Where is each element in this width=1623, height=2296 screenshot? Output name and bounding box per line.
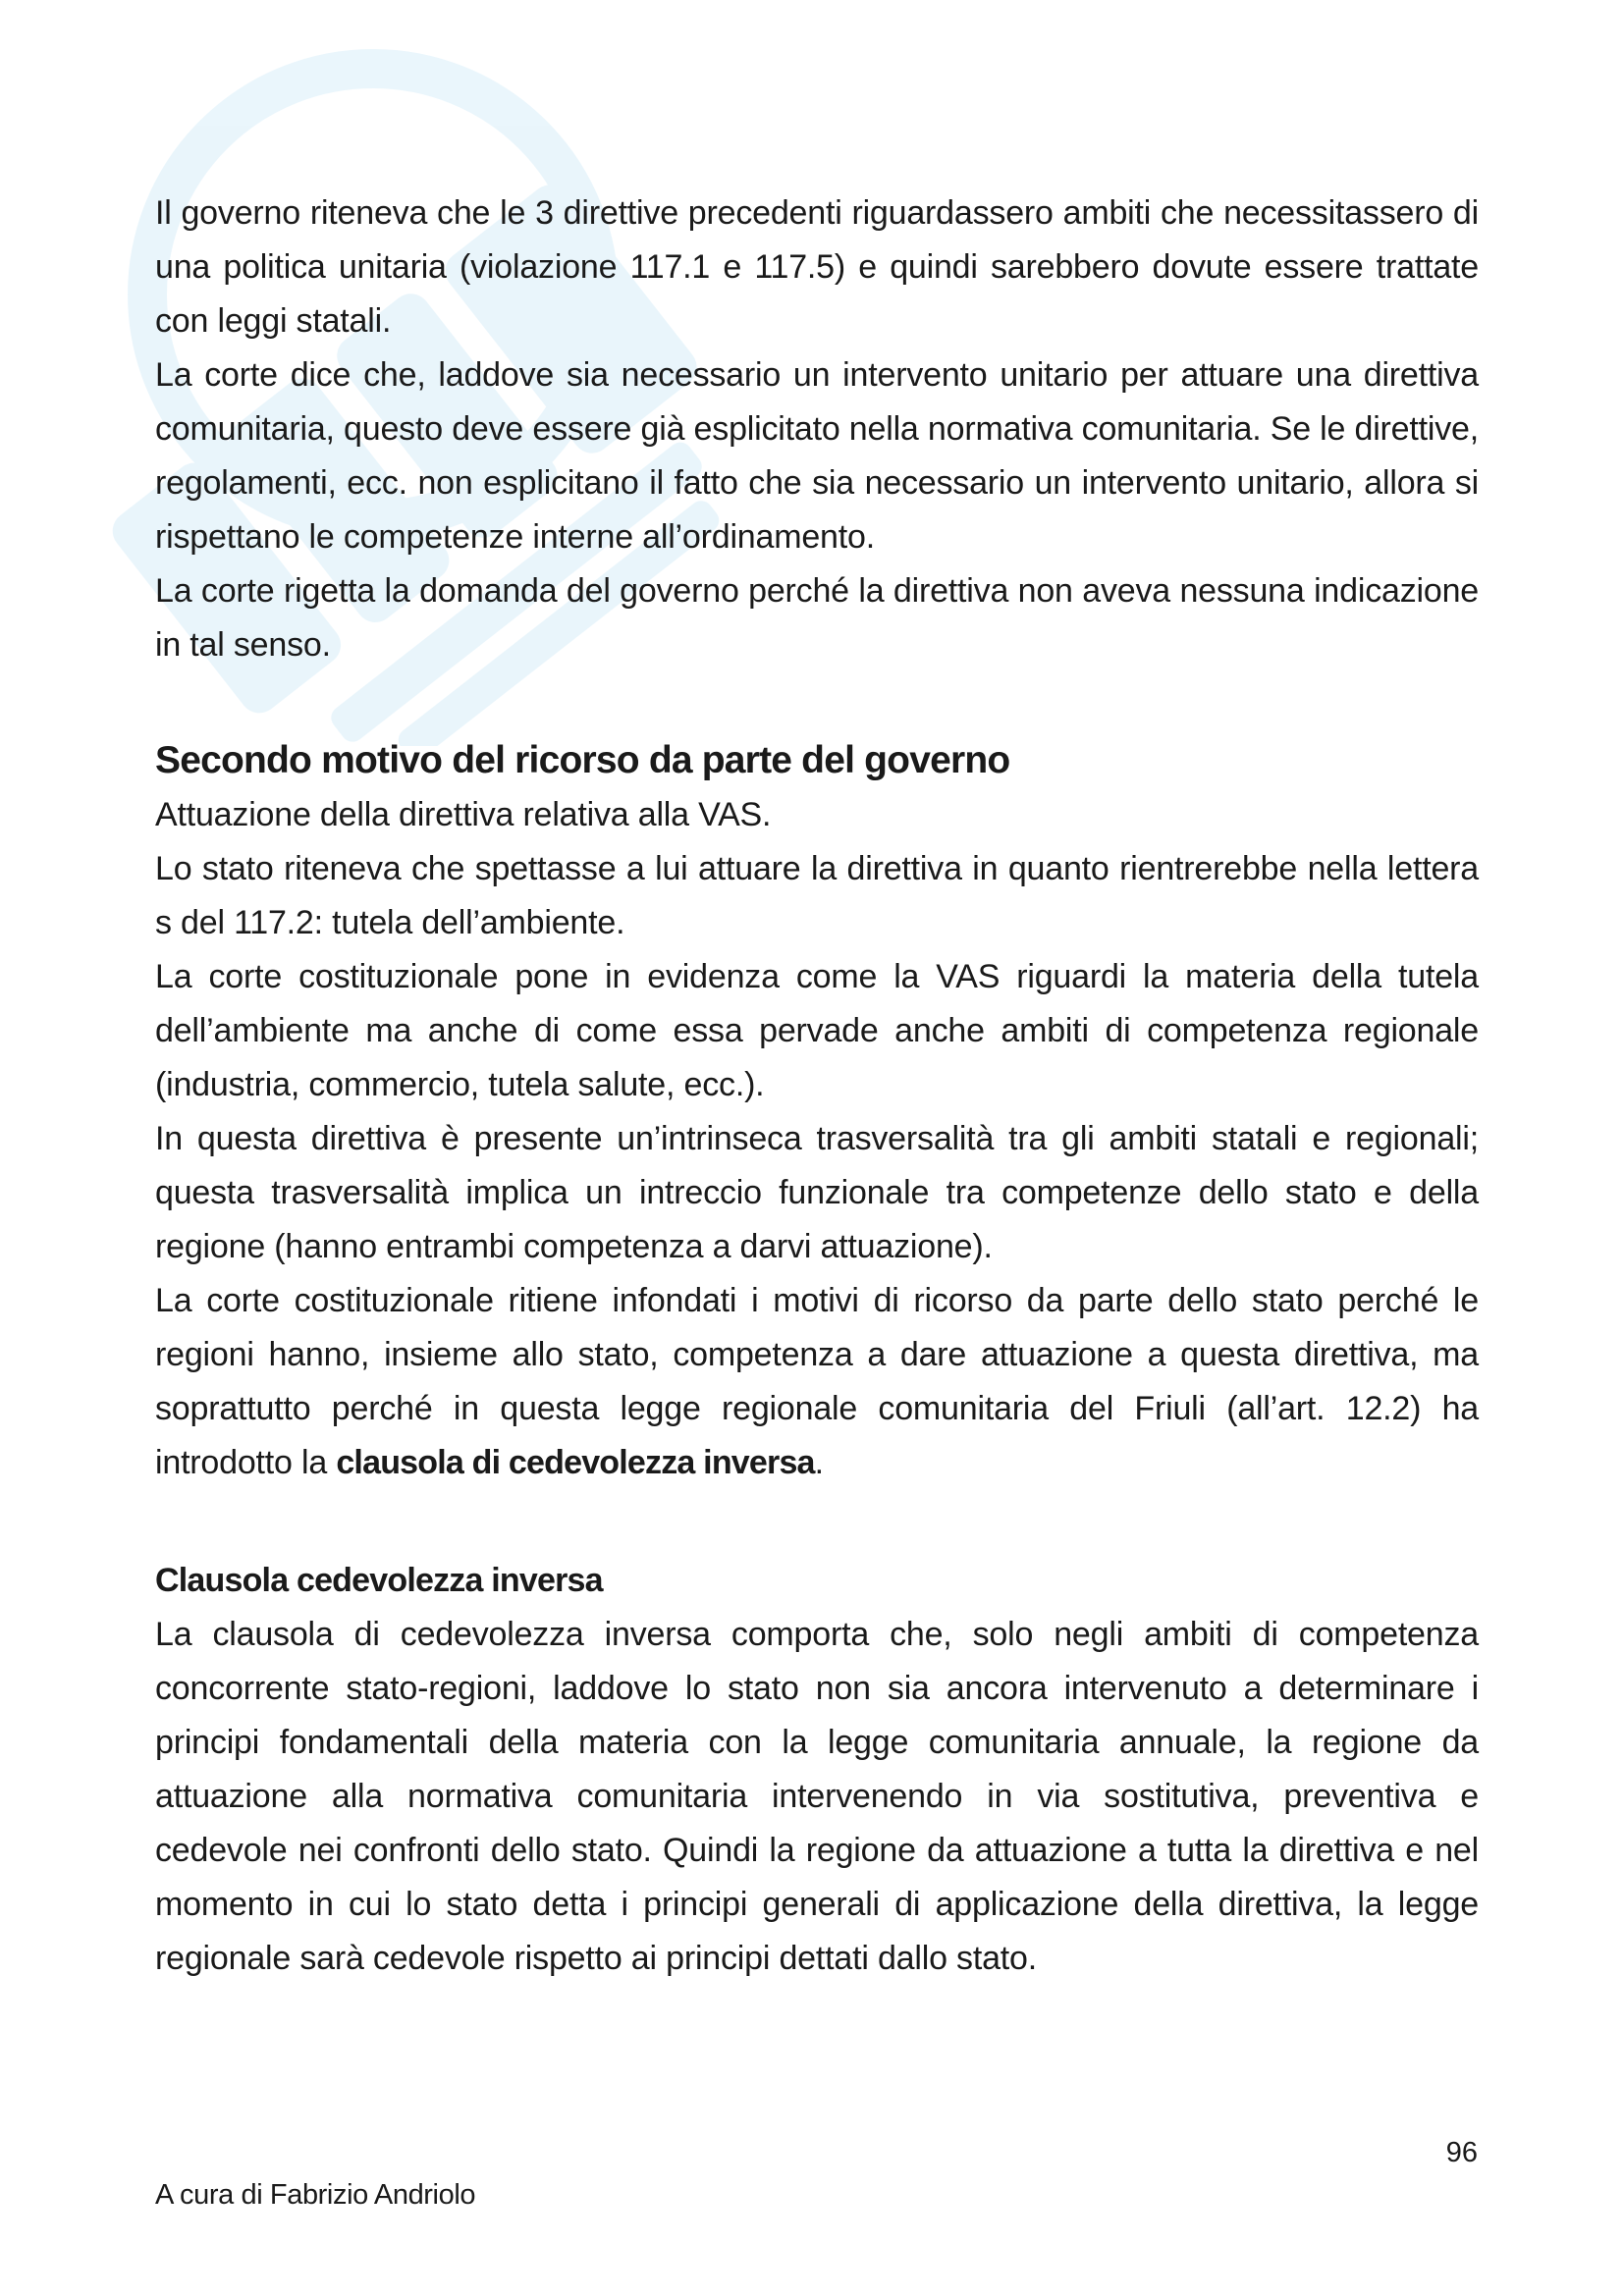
paragraph-corte-costituzionale-pone: La corte costituzionale pone in evidenza come la VAS riguardi la materia della tutela dell’ambiente ma anche di come essa pervade anche ambiti di competenza regionale (industria, commercio, tutela salute, ecc.). xyxy=(155,958,1479,1103)
paragraph-clausola: La clausola di cedevolezza inversa comporta che, solo negli ambiti di competenza concorrente stato-regioni, laddove lo stato non sia ancora intervenuto a determinare i principi fondamentali della materia con la legge comunitaria annuale, la regione da attuazione alla normativa comunitaria intervenendo in via sostitutiva, preventiva e cedevole nei confronti dello stato. Quindi la regione da attuazione a tutta la direttiva e nel momento in cui lo stato detta i principi generali di applicazione della direttiva, la legge regionale sarà cedevole rispetto ai principi dettati dallo stato. xyxy=(155,1616,1479,1977)
paragraph-corte-dice: La corte dice che, laddove sia necessario un intervento unitario per attuare una direttiva comunitaria, questo deve essere già esplicitato nella normativa comunitaria. Se le direttive, regolamenti, ecc. non esplicitano il fatto che sia necessario un intervento unitario, allora si rispettano le competenze interne all’ordinamento. xyxy=(155,356,1479,556)
paragraph-vas: Attuazione della direttiva relativa alla VAS. xyxy=(155,796,772,833)
section-heading-clausola: Clausola cedevolezza inversa xyxy=(155,1562,603,1599)
paragraph-infondati-text: La corte costituzionale ritiene infondati i motivi di ricorso da parte dello stato perché le regioni hanno, insieme allo stato, competenza a dare attuazione a questa direttiva, ma soprattutto perché in questa legge regionale comunitaria del Friuli (all’art. 12.2) ha introdotto la xyxy=(155,1282,1479,1481)
section-heading-secondo-motivo: Secondo motivo del ricorso da parte del governo xyxy=(155,739,1010,781)
paragraph-stato-riteneva: Lo stato riteneva che spettasse a lui attuare la direttiva in quanto rientrerebbe nella lettera s del 117.2: tutela dell’ambiente. xyxy=(155,850,1479,941)
paragraph-corte-rigetta: La corte rigetta la domanda del governo perché la direttiva non aveva nessuna indicazione in tal senso. xyxy=(155,572,1479,664)
page-number: 96 xyxy=(1445,2137,1478,2168)
footer-author: A cura di Fabrizio Andriolo xyxy=(155,2179,476,2211)
paragraph-infondati xyxy=(155,1274,1479,1490)
paragraph-trasversalita: In questa direttiva è presente un’intrinseca trasversalità tra gli ambiti statali e regionali; questa trasversalità implica un intreccio funzionale tra competenze dello stato e della regione (hanno entrambi competenza a darvi attuazione). xyxy=(155,1120,1479,1265)
paragraph-infondati-end: . xyxy=(814,1444,824,1481)
paragraph-governo: Il governo riteneva che le 3 direttive precedenti riguardassero ambiti che necessitassero di una politica unitaria (violazione 117.1 e 117.5) e quindi sarebbero dovute essere trattate con leggi statali. xyxy=(155,194,1479,340)
bold-term-clausola: clausola di cedevolezza inversa xyxy=(336,1444,815,1481)
page-content xyxy=(155,187,1479,1986)
